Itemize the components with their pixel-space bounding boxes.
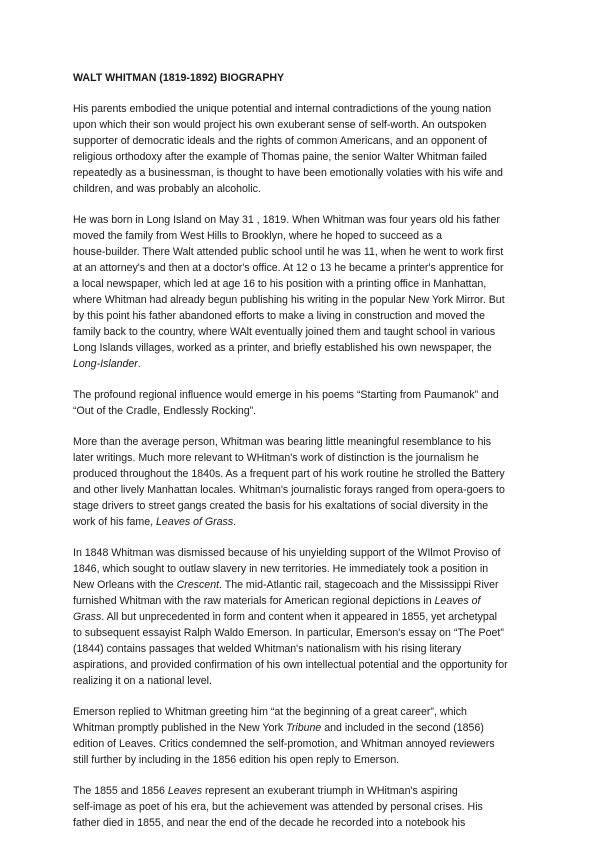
italic-text: Leaves	[167, 785, 203, 797]
paragraph-text: The profound regional influence would emerge in his poems “Starting from Paumanok” and “Out of the Cradle, Endlessly Rocking”.	[73, 389, 499, 417]
paragraph-text: represent an exuberant triumph in WHitman's aspiring self-image as poet of his era, but the achievement was attended by personal crises. His father died in 1855, and near the end of the decade he recorded into a notebook his	[73, 785, 483, 829]
paragraph-text: . The mid-Atlantic rail, stagecoach and the Mississippi River furnished Whitman with the raw materials for American regional depictions in	[73, 579, 499, 607]
paragraph-text: His parents embodied the unique potential and internal contradictions of the young nation upon which their son would project his own exuberant sense of self-worth. An outspoken supporter of democratic ideals and the rights of common Americans, and an opponent of religious orthodoxy after the example of Thomas paine, the senior Walter Whitman failed repeatedly as a businessman, is thought to have been emotionally volaties with his wife and children, and was probably an alcoholic.	[73, 103, 503, 195]
document-body	[73, 70, 525, 846]
paragraph-text: and included in the second (1856) edition of Leaves. Critics condemned the self-promotion, and Whitman annoyed reviewers still further by including in the 1856 edition his open reply to Emerson.	[73, 722, 495, 766]
paragraph	[73, 545, 525, 689]
paragraph-text: The 1855 and 1856	[73, 785, 168, 797]
paragraph-text: He was born in Long Island on May 31 , 1819. When Whitman was four years old his father moved the family from West Hills to Brooklyn, where he hoped to succeed as a house-builder. There Walt attended public school until he was 11, when he went to work first at an attorney's and then at a doctor's office. At 12 o 13 he became a printer's apprentice for a local newspaper, which led at age 16 to his position with a printing office in Manhattan, where Whitman had already begun publishing his writing in the popular New York Mirror. But by this point his father abandoned efforts to make a living in construction and moved the family back to the country, where WAlt eventually joined them and taught school in various Long Islands villages, worked as a printer, and briefly established his own newspaper, the	[73, 214, 505, 354]
paragraph	[73, 387, 525, 419]
paragraph-text: .	[137, 358, 141, 370]
paragraph-text: More than the average person, Whitman was bearing little meaningful resemblance to his later writings. Much more relevant to WHitman's work of distinction is the journalism he produced throughout the 1840s. As a frequent part of his work routine he strolled the Battery and other lively Manhattan locales. Whitman's journalistic forays ranged from opera-goers to stage drivers to street gangs created the basis for his exaltations of social diversity in the work of his fame,	[73, 436, 505, 528]
italic-text: Long-Islander	[73, 358, 138, 370]
italic-text: Tribune	[286, 722, 322, 734]
paragraph	[73, 704, 525, 768]
paragraph	[73, 434, 525, 530]
paragraph-text: .	[233, 516, 237, 528]
paragraph	[73, 783, 525, 831]
paragraph-text: . All but unprecedented in form and content when it appeared in 1855, yet archetypal to subsequent essayist Ralph Waldo Emerson. In particular, Emerson's essay on “The Poet” (1844) contains passages that welded Whitman's nationalism with his rising literary aspirations, and provided confirmation of his own intellectual potential and the opportunity for realizing it on a national level.	[73, 611, 508, 687]
paragraph	[73, 212, 525, 372]
document-title: WALT WHITMAN (1819-1892) BIOGRAPHY	[73, 72, 285, 84]
italic-text: Leaves of Grass	[156, 516, 234, 528]
paragraph	[73, 101, 525, 197]
italic-text: Crescent	[176, 579, 220, 591]
paragraph-list	[73, 101, 525, 831]
paragraph-text: In 1848 Whitman was dismissed because of his unyielding support of the WIlmot Proviso of 1846, which sought to outlaw slavery in new territories. He immediately took a position in New Orleans with the	[73, 547, 501, 591]
paragraph-text: Emerson replied to Whitman greeting him “at the beginning of a great career”, which Whitman promptly published in the New York	[73, 706, 467, 734]
italic-text: Leaves of Grass	[73, 595, 481, 623]
